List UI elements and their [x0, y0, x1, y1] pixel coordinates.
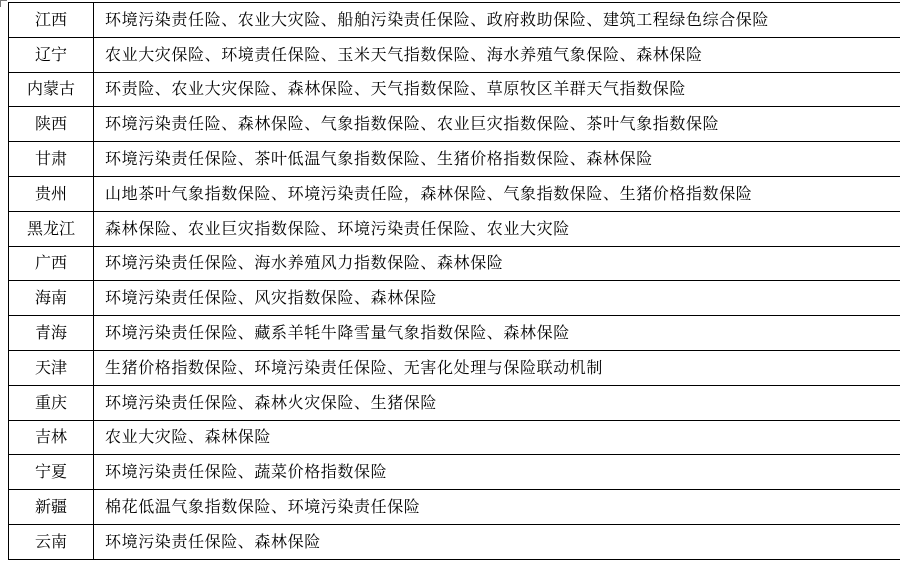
region-cell: 海南 — [9, 281, 94, 316]
table-row — [9, 37, 900, 72]
table-row — [9, 490, 900, 525]
region-cell: 新疆 — [9, 490, 94, 525]
region-cell: 黑龙江 — [9, 211, 94, 246]
region-cell: 吉林 — [9, 420, 94, 455]
products-cell: 山地茶叶气象指数保险、环境污染责任险，森林保险、气象指数保险、生猪价格指数保险 — [94, 176, 900, 211]
region-cell: 甘肃 — [9, 142, 94, 177]
products-cell: 棉花低温气象指数保险、环境污染责任保险 — [94, 490, 900, 525]
table-row — [9, 524, 900, 559]
products-cell: 环境污染责任保险、藏系羊牦牛降雪量气象指数保险、森林保险 — [94, 316, 900, 351]
table-row — [9, 3, 900, 38]
table-row — [9, 107, 900, 142]
products-cell: 环境污染责任保险、海水养殖风力指数保险、森林保险 — [94, 246, 900, 281]
region-cell: 青海 — [9, 316, 94, 351]
products-cell: 环境污染责任保险、森林火灾保险、生猪保险 — [94, 385, 900, 420]
region-cell: 重庆 — [9, 385, 94, 420]
region-cell: 广西 — [9, 246, 94, 281]
products-cell: 森林保险、农业巨灾指数保险、环境污染责任保险、农业大灾险 — [94, 211, 900, 246]
products-cell: 环境污染责任险、森林保险、气象指数保险、农业巨灾指数保险、茶叶气象指数保险 — [94, 107, 900, 142]
table-row — [9, 142, 900, 177]
products-cell: 生猪价格指数保险、环境污染责任保险、无害化处理与保险联动机制 — [94, 350, 900, 385]
table-row — [9, 72, 900, 107]
products-cell: 环境污染责任险、农业大灾险、船舶污染责任保险、政府救助保险、建筑工程绿色综合保险 — [94, 3, 900, 38]
table-row — [9, 350, 900, 385]
region-cell: 云南 — [9, 524, 94, 559]
region-cell: 江西 — [9, 3, 94, 38]
products-cell: 环境污染责任保险、森林保险 — [94, 524, 900, 559]
table-row — [9, 420, 900, 455]
region-cell: 陕西 — [9, 107, 94, 142]
table-row — [9, 176, 900, 211]
table-row — [9, 211, 900, 246]
products-cell: 农业大灾保险、环境责任保险、玉米天气指数保险、海水养殖气象保险、森林保险 — [94, 37, 900, 72]
table-body — [9, 3, 900, 560]
region-cell: 辽宁 — [9, 37, 94, 72]
table-row — [9, 316, 900, 351]
region-cell: 贵州 — [9, 176, 94, 211]
region-cell: 天津 — [9, 350, 94, 385]
page-corner-mark — [0, 0, 7, 7]
region-cell: 内蒙古 — [9, 72, 94, 107]
products-cell: 环境污染责任保险、风灾指数保险、森林保险 — [94, 281, 900, 316]
products-cell: 环境污染责任保险、茶叶低温气象指数保险、生猪价格指数保险、森林保险 — [94, 142, 900, 177]
products-cell: 农业大灾险、森林保险 — [94, 420, 900, 455]
products-cell: 环境污染责任保险、蔬菜价格指数保险 — [94, 455, 900, 490]
table-row — [9, 246, 900, 281]
table-row — [9, 455, 900, 490]
products-cell: 环责险、农业大灾保险、森林保险、天气指数保险、草原牧区羊群天气指数保险 — [94, 72, 900, 107]
table-row — [9, 281, 900, 316]
table-row — [9, 385, 900, 420]
green-insurance-table — [8, 2, 900, 560]
region-cell: 宁夏 — [9, 455, 94, 490]
table-container — [8, 2, 900, 560]
